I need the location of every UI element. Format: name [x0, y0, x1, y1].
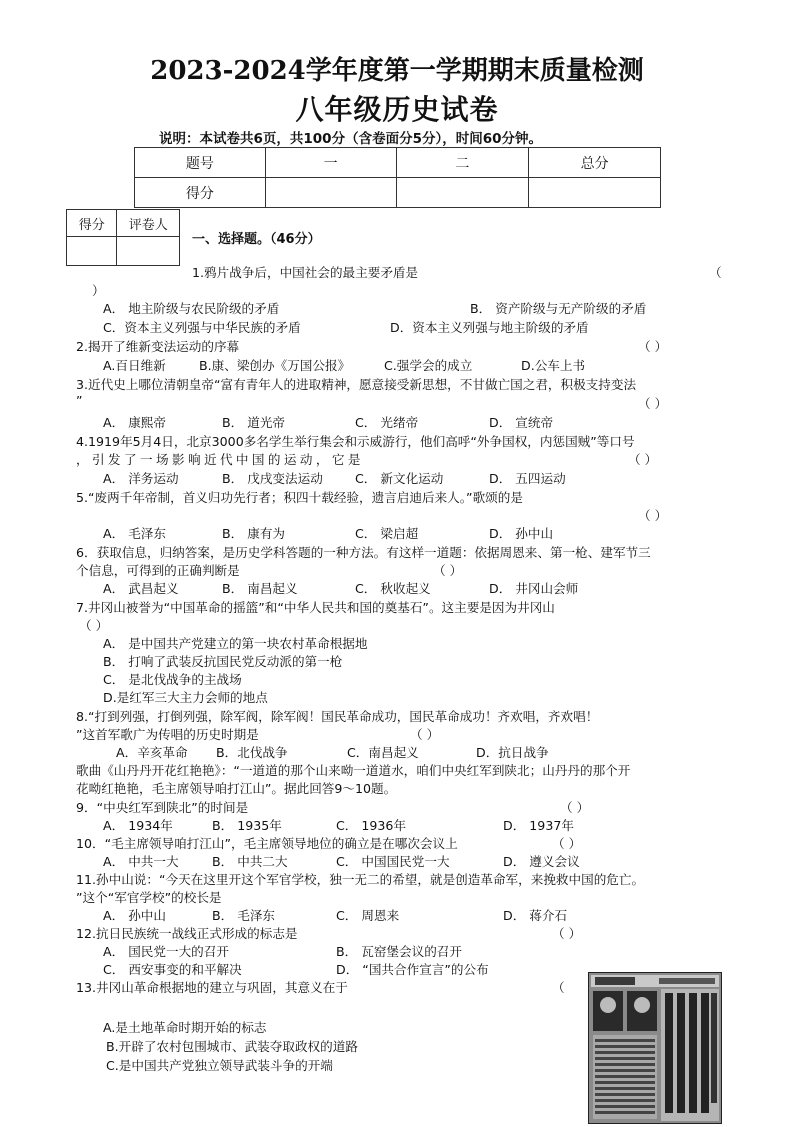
option-text: B.开辟了农村包围城市、武装夺取政权的道路 — [106, 1039, 358, 1054]
answer-paren: （ ） — [410, 727, 440, 742]
option-text: D． 遵义会议 — [503, 854, 580, 869]
option-text: A.是土地革命时期开始的标志 — [103, 1020, 267, 1035]
score-row-label: 得分 — [135, 178, 266, 208]
question-2-stem: 2.揭开了维新变法运动的序幕 — [76, 339, 240, 354]
grader-table — [66, 209, 180, 266]
option-text: A． 武昌起义 — [103, 581, 179, 596]
option-text: A． 毛泽东 — [103, 526, 166, 541]
option-text: A.百日维新 — [103, 358, 166, 373]
question-4-stem: 4.1919年5月4日，北京3000多名学生举行集会和示威游行，他们高呼“外争国权，内惩国贼”等口号 — [76, 434, 635, 449]
question-12-stem: 12.抗日民族统一战线正式形成的标志是 — [76, 926, 298, 941]
score-input-cell[interactable] — [396, 178, 529, 208]
answer-paren: （ ） — [560, 800, 590, 815]
grader-score-cell[interactable] — [67, 237, 117, 266]
question-11-stem-cont: ”这个“军官学校”的校长是 — [76, 890, 222, 905]
question-8-stem-cont: ”这首军歌广为传唱的历史时期是 — [76, 727, 259, 742]
option-text: B． 中共二大 — [212, 854, 288, 869]
option-text: C． 西安事变的和平解决 — [103, 962, 242, 977]
answer-paren: （ ） — [638, 339, 668, 354]
option-text: A． 孙中山 — [103, 908, 166, 923]
option-text: D．抗日战争 — [476, 745, 549, 760]
option-text: C.是中国共产党独立领导武装斗争的开端 — [106, 1058, 333, 1073]
grader-score-label: 得分 — [67, 210, 117, 237]
question-13-stem: 13.井冈山革命根据地的建立与巩固，其意义在于 — [76, 980, 348, 995]
grader-name-cell[interactable] — [117, 237, 180, 266]
option-text: D.是红军三大主力会师的地点 — [103, 690, 268, 705]
question-3-stem-cont: ” — [76, 393, 83, 408]
newspaper-photo-graphic — [589, 973, 721, 1123]
score-table-header-row — [135, 148, 661, 178]
option-text: A． 中共一大 — [103, 854, 179, 869]
section-heading: 一、选择题。（46分） — [192, 232, 321, 247]
question-9-stem: 9．“中央红军到陕北”的时间是 — [76, 800, 249, 815]
option-text: D． 1937年 — [503, 818, 574, 833]
option-text: D． 井冈山会师 — [489, 581, 579, 596]
option-text: B． 毛泽东 — [212, 908, 276, 923]
option-text: C． 光绪帝 — [355, 415, 419, 430]
option-text: A． 国民党一大的召开 — [103, 944, 229, 959]
option-text: B． 资产阶级与无产阶级的矛盾 — [470, 301, 647, 316]
question-7-stem: 7.井冈山被誉为“中国革命的摇篮”和“中华人民共和国的奠基石”。这主要是因为井冈山 — [76, 600, 555, 615]
option-text: C． 1936年 — [336, 818, 407, 833]
score-header-cell: 二 — [396, 148, 529, 178]
score-table-score-row — [135, 178, 661, 208]
option-text: A． 康熙帝 — [103, 415, 166, 430]
option-text: B． 瓦窑堡会议的召开 — [336, 944, 462, 959]
score-table — [134, 147, 661, 208]
exam-subtitle: 八年级历史试卷 — [295, 93, 499, 126]
answer-paren: （ ） — [628, 452, 658, 467]
score-header-cell: 总分 — [529, 148, 661, 178]
option-text: C． 梁启超 — [355, 526, 419, 541]
option-text: D.公车上书 — [521, 358, 586, 373]
option-text: A． 地主阶级与农民阶级的矛盾 — [103, 301, 280, 316]
option-text: D． 孙中山 — [489, 526, 554, 541]
question-10-stem: 10．“毛主席领导咱打江山”，毛主席领导地位的确立是在哪次会议上 — [76, 836, 458, 851]
option-text: C．资本主义列强与中华民族的矛盾 — [103, 320, 301, 335]
answer-paren: （ ） — [433, 563, 463, 578]
question-6-stem: 6．获取信息，归纳答案，是历史学科答题的一种方法。有这样一道题：依据周恩来、第一枪、建军节三 — [76, 545, 651, 560]
option-text: A． 是中国共产党建立的第一块农村革命根据地 — [103, 636, 368, 651]
option-text: C.强学会的成立 — [384, 358, 473, 373]
option-text: B． 道光帝 — [222, 415, 286, 430]
question-1-stem: 1.鸦片战争后，中国社会的最主要矛盾是 — [192, 265, 419, 280]
grader-header-row — [67, 210, 180, 237]
option-text: A． 洋务运动 — [103, 471, 179, 486]
option-text: B． 南昌起义 — [222, 581, 298, 596]
question-3-stem: 3.近代史上哪位清朝皇帝“富有青年人的进取精神，愿意接受新思想，不甘做亡国之君，积极支持变法 — [76, 377, 637, 392]
passage-text: 歌曲《山丹丹开花红艳艳》：“一道道的那个山来呦一道道水，咱们中央红军到陕北；山丹丹的那个开 — [76, 763, 631, 778]
answer-paren: （ ） — [79, 618, 109, 633]
exam-instructions: 说明：本试卷共6页，共100分（含卷面分5分），时间60分钟。 — [159, 131, 543, 147]
option-text: B． 打响了武装反抗国民党反动派的第一枪 — [103, 654, 343, 669]
newspaper-photo — [588, 972, 722, 1124]
grader-name-label: 评卷人 — [117, 210, 180, 237]
answer-paren: （ ） — [638, 508, 668, 523]
score-header-cell: 题号 — [135, 148, 266, 178]
option-text: D． 宣统帝 — [489, 415, 554, 430]
exam-title: 2023-2024学年度第一学期期末质量检测 — [150, 56, 644, 86]
answer-paren: （ — [552, 980, 565, 995]
option-text: B．北伐战争 — [216, 745, 288, 760]
question-11-stem: 11.孙中山说：“今天在这里开这个军官学校，独一无二的希望，就是创造革命军，来挽救中国的危亡。 — [76, 872, 645, 887]
score-header-cell: 一 — [265, 148, 396, 178]
answer-paren: （ ） — [638, 396, 668, 411]
question-5-stem: 5.“废两千年帝制，首义归功先行者；积四十载经验，遗言启迪后来人。”歌颂的是 — [76, 490, 523, 505]
option-text: C． 秋收起义 — [355, 581, 431, 596]
option-text: A． 1934年 — [103, 818, 173, 833]
option-text: A．辛亥革命 — [116, 745, 188, 760]
option-text: D．资本主义列强与地主阶级的矛盾 — [390, 320, 589, 335]
option-text: B． 戊戌变法运动 — [222, 471, 323, 486]
question-6-stem-cont: 个信息，可得到的正确判断是 — [76, 563, 240, 578]
option-text: D． 五四运动 — [489, 471, 566, 486]
option-text: C． 新文化运动 — [355, 471, 444, 486]
option-text: B． 1935年 — [212, 818, 282, 833]
grader-input-row — [67, 237, 180, 266]
score-input-cell[interactable] — [265, 178, 396, 208]
answer-paren: （ — [709, 265, 722, 280]
option-text: C． 是北伐战争的主战场 — [103, 672, 242, 687]
score-input-cell[interactable] — [529, 178, 661, 208]
option-text: C．南昌起义 — [347, 745, 419, 760]
answer-paren: （ ） — [552, 836, 582, 851]
option-text: B． 康有为 — [222, 526, 286, 541]
option-text: B.康、梁创办《万国公报》 — [199, 358, 351, 373]
option-text: C． 周恩来 — [336, 908, 400, 923]
option-text: D． “国共合作宣言”的公布 — [336, 962, 489, 977]
option-text: C． 中国国民党一大 — [336, 854, 450, 869]
question-8-stem: 8.“打到列强，打倒列强，除军阀，除军阀！国民革命成功，国民革命成功！齐欢唱，齐欢唱！ — [76, 709, 599, 724]
option-text: D． 蒋介石 — [503, 908, 568, 923]
question-4-stem-cont: ，引发了一场影响近代中国的运动，它是 — [76, 452, 364, 467]
answer-paren: ） — [92, 283, 105, 298]
passage-text: 花呦红艳艳，毛主席领导咱打江山”。据此回答9～10题。 — [76, 781, 397, 796]
answer-paren: （ ） — [552, 926, 582, 941]
